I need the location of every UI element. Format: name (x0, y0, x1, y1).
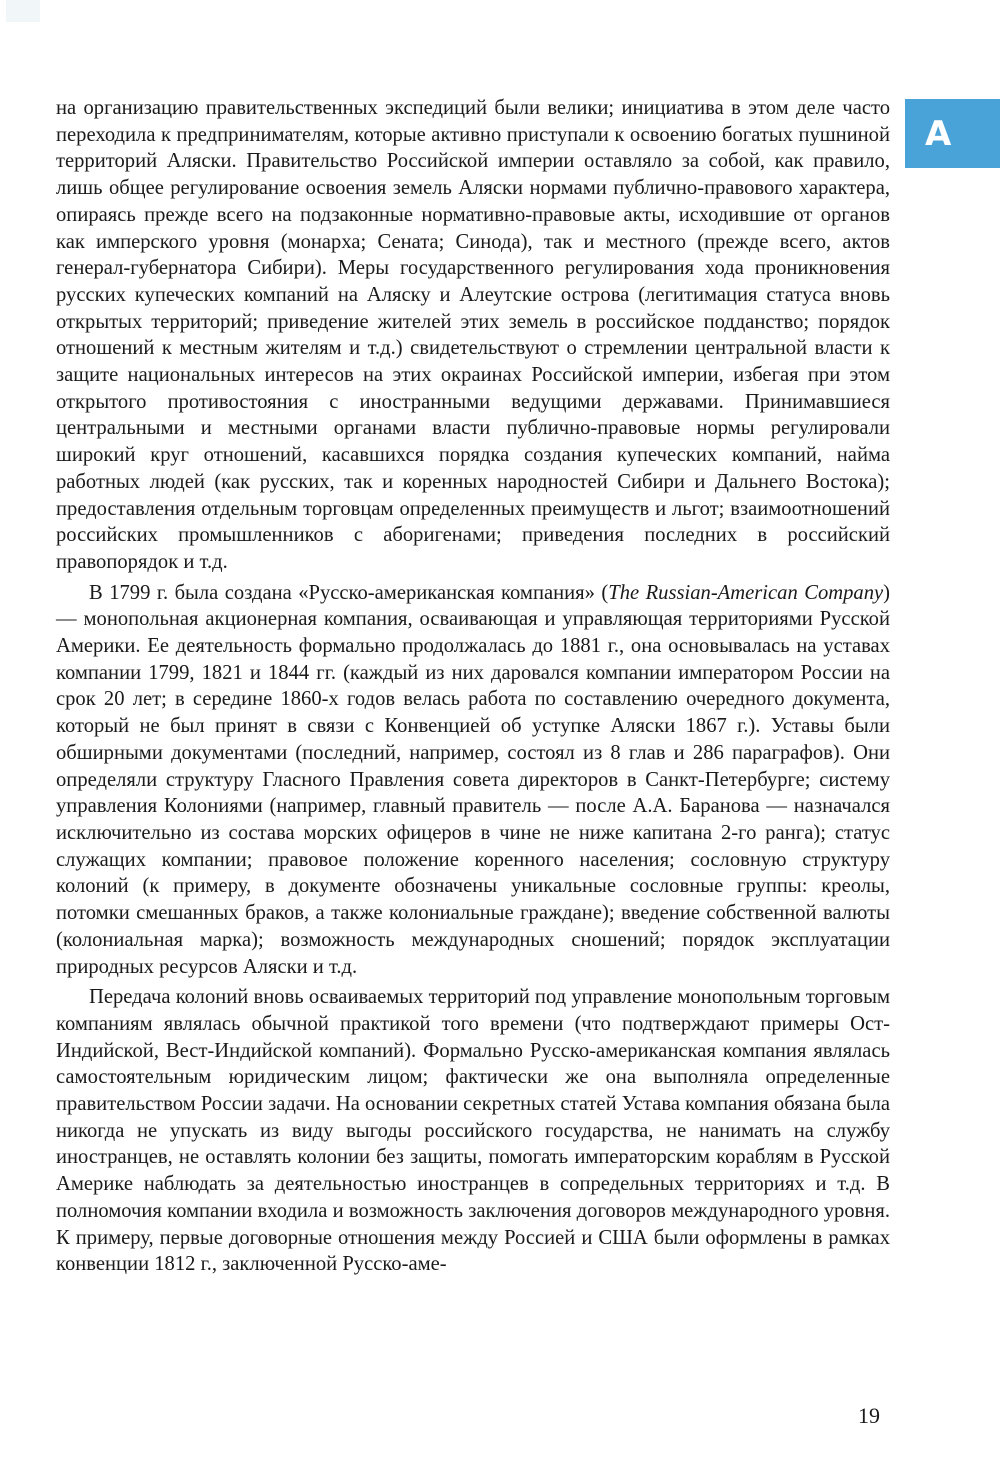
paragraph-2 (56, 580, 890, 981)
paragraph-2-rest: ) — монопольная акционерная компания, осваивающая и управляющая территориями Русской Америки. Ее деятельность формально продолжалась до 1881 г., она основывалась на уставах компании 1799, 1821 и 1844 гг. (каждый из них даровался компании императором России на срок 20 лет; в середине 1860-х годов велась работа по составлению очередного документа, который не был принят в связи с Конвенцией об уступке Аляски 1867 г.). Уставы были обширными документами (последний, например, состоял из 8 глав и 286 параграфов). Они определяли структуру Гласного Правления совета директоров в Санкт-Петербурге; систему управления Колониями (например, главный правитель — после А.А. Баранова — назначался исключительно из состава морских офицеров в чине не ниже капитана 2-го ранга); статус служащих компании; правовое положение коренного населения; сословную структуру колоний (к примеру, в документе обозначены уникальные сословные группы: креолы, потомки смешанных браков, а также колониальные граждане); введение собственной валюты (колониальная марка); возможность международных сношений; порядок эксплуатации природных ресурсов Аляски и т.д. (56, 581, 891, 978)
page-number: 19 (858, 1403, 880, 1428)
company-english-name: The Russian-American Company (608, 581, 884, 604)
section-letter-tab (905, 99, 1000, 168)
paragraph-1: на организацию правительственных экспедиций были велики; инициатива в этом деле часто переходила к предпринимателям, которые активно приступали к освоению богатых пушниной территорий Аляски. Правительство Российской империи оставляло за собой, как правило, лишь общее регулирование освоения земель Аляски нормами публично-правового характера, опираясь прежде всего на подзаконные нормативно-правовые акты, исходившие от органов как имперского уровня (монарха; Сената; Синода), так и местного (прежде всего, актов генерал-губернатора Сибири). Меры государственного регулирования хода проникновения русских купеческих компаний на Аляску и Алеутские острова (легитимация статуса вновь открытых территорий; приведение жителей этих земель в российское подданство; порядок отношений к местным жителям и т.д.) свидетельствуют о стремлении центральной власти к защите национальных интересов на этих окраинах Российской империи, избегая при этом открытого противостояния с иностранными ведущими державами. Принимавшиеся центральными и местными органами власти публично-правовые нормы регулировали широкий круг отношений, касавшихся порядка создания купеческих компаний, найма работных людей (как русских, так и коренных народностей Сибири и Дальнего Востока); предоставления отдельным торговцам определенных преимуществ и льгот; взаимоотношений российских промышленников с аборигенами; приведения последних в российский правопорядок и т.д. (56, 97, 890, 573)
scan-artifact (6, 0, 40, 22)
paragraph-3: Передача колоний вновь осваиваемых территорий под управление монопольным торговым компаниям являлась обычной практикой того времени (что подтверждают примеры Ост-Индийской, Вест-Индийской компаний). Формально Русско-американская компания являлась самостоятельным юридическим лицом; фактически же она выполняла определенные правительством России задачи. На основании секретных статей Устава компания обязана была никогда не упускать из виду выгоды российского государства, не нанимать на службу иностранцев, не оставлять колонии без защиты, помогать императорским кораблям в Русской Америке наблюдать за деятельностью иностранцев в сопредельных территориях и т.д. В полномочия компании входила и возможность заключения договоров международного уровня. К примеру, первые договорные отношения между Россией и США были оформлены в рамках конвенции 1812 г., заключенной Русско-аме- (56, 986, 890, 1276)
section-letter: А (925, 113, 952, 154)
paragraph-2-start: В 1799 г. была создана «Русско-американская компания» ( (89, 581, 609, 604)
body-text (56, 95, 890, 1278)
